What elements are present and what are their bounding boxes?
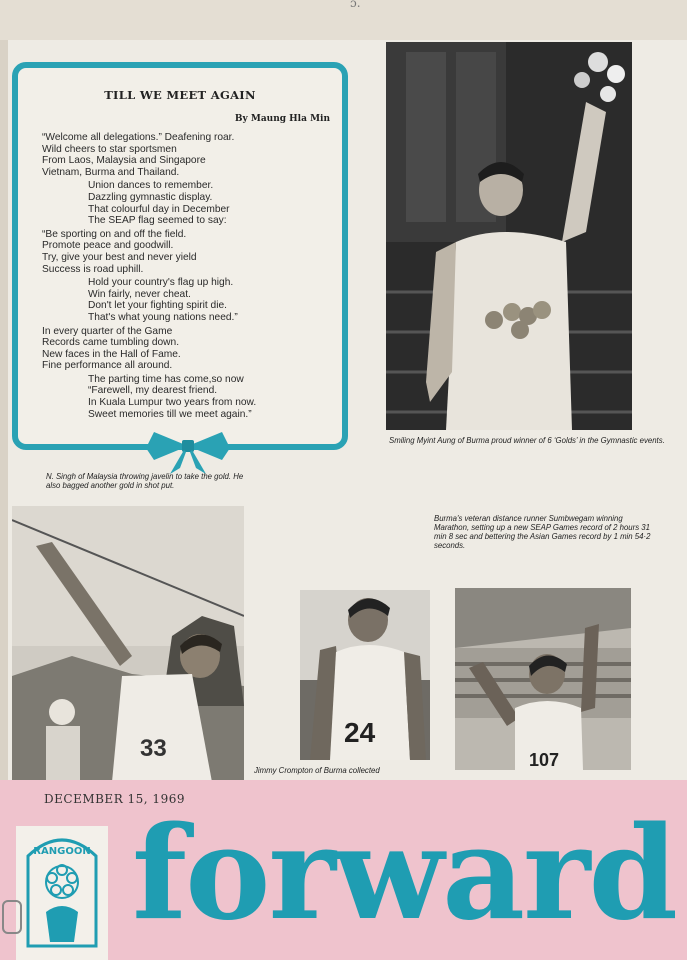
photo-myint-aung [386, 42, 632, 430]
poem-line: Promote peace and goodwill. [42, 240, 174, 252]
top-mark: ɔ. [350, 0, 361, 10]
magazine-cover [0, 780, 687, 960]
poem-line: Dazzling gymnastic display. [88, 191, 213, 203]
poem-body [42, 132, 334, 420]
poem-line: “Be sporting on and off the field. [42, 228, 187, 240]
caption-sumbwegam: Burma's veteran distance runner Sumbwegam winning Marathon, setting up a new SEAP Games record of 2 hours 31 min 8 sec and bettering the Asian Games record by 1 min 54·2 seconds. [434, 514, 651, 550]
staple-clip [2, 900, 22, 934]
photo-singh-javelin [12, 506, 244, 782]
photo-crompton [300, 590, 430, 760]
poem-line: That's what young nations need.” [88, 311, 238, 323]
poem-title: TILL WE MEET AGAIN [104, 88, 256, 102]
poem-line: In Kuala Lumpur two years from now. [88, 397, 257, 409]
emblem-text: RANGOON [33, 846, 91, 857]
poem-line: The SEAP flag seemed to say: [88, 215, 227, 227]
poem-line: That colourful day in December [88, 203, 230, 215]
bib-number-singh: 33 [140, 735, 167, 762]
bib-number-sumbwegam: 107 [529, 750, 560, 770]
poem-line: Don't let your fighting spirit die. [88, 300, 227, 312]
poem-line: Sweet memories till we meet again.” [88, 408, 252, 420]
poem-line: Union dances to remember. [88, 180, 214, 192]
photo-sumbwegam-marathon [455, 588, 631, 770]
poem-line: New faces in the Hall of Fame. [42, 348, 181, 360]
poem-author: By Maung Hla Min [234, 114, 330, 124]
poem-line: Wild cheers to star sportsmen [42, 143, 177, 155]
poem-line: From Laos, Malaysia and Singapore [42, 155, 206, 167]
caption-myint-aung: Smiling Myint Aung of Burma proud winner of 6 ‘Golds’ in the Gymnastic events. [389, 436, 665, 445]
ribbon-bow-icon [140, 428, 236, 474]
poem-line: The parting time has come,so now [88, 373, 244, 385]
issue-date: DECEMBER 15, 1969 [44, 792, 185, 806]
rangoon-games-emblem-icon [16, 826, 108, 960]
poem-line: “Welcome all delegations.” Deafening roar. [42, 132, 235, 143]
poem-line: Fine performance all around. [42, 360, 173, 372]
poem-line: Try, give your best and never yield [42, 251, 197, 263]
poem-line: “Farewell, my dearest friend. [88, 385, 218, 397]
poem-line: Win fairly, never cheat. [88, 288, 191, 300]
caption-crompton: Jimmy Crompton of Burma collected [254, 766, 380, 775]
top-strip [0, 0, 687, 40]
magazine-title: forward [132, 799, 676, 949]
poem-line: Vietnam, Burma and Thailand. [42, 166, 180, 178]
poem-line: In every quarter of the Game [42, 325, 173, 337]
caption-singh: N. Singh of Malaysia throwing javelin to take the gold. He also bagged another gold in shot put. [46, 472, 244, 490]
poem-line: Success is road uphill. [42, 263, 144, 275]
poem-line: Records came tumbling down. [42, 337, 180, 349]
poem-box [12, 62, 348, 450]
poem-line: Hold your country's flag up high. [88, 277, 234, 289]
bib-number-crompton: 24 [344, 717, 376, 748]
